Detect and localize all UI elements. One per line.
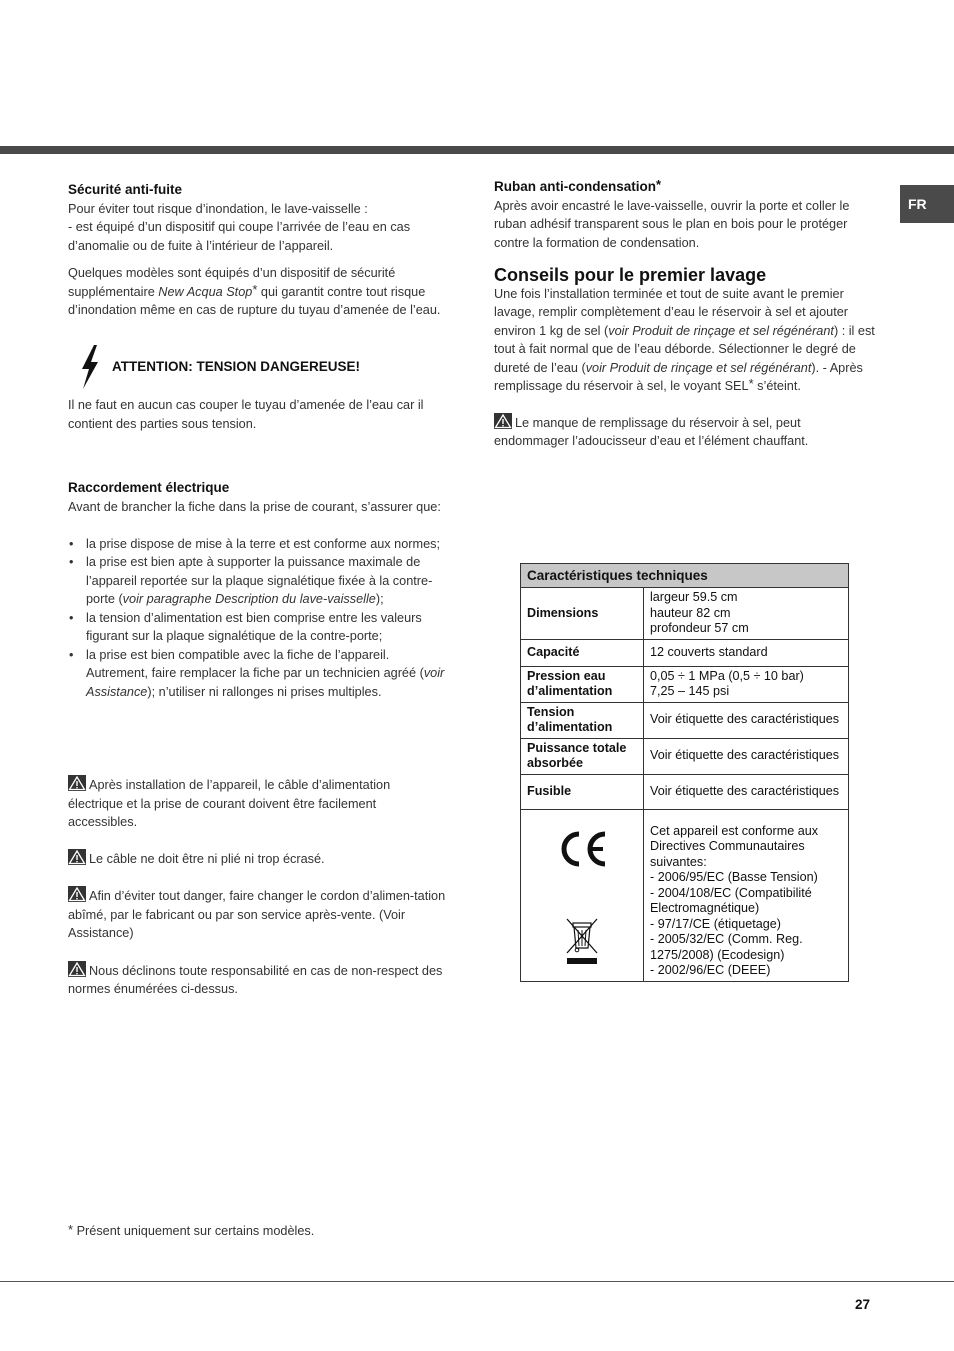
- right-column: [494, 178, 876, 451]
- requirements-list: [68, 535, 448, 702]
- conseils-heading: Conseils pour le premier lavage: [494, 265, 767, 285]
- spec-value: 0,05 ÷ 1 MPa (0,5 ÷ 10 bar) 7,25 – 145 psi: [644, 666, 849, 702]
- raccordement-section: [68, 479, 448, 701]
- attention-text-block: [68, 396, 448, 433]
- table-row: [521, 738, 849, 774]
- spec-logos: [521, 809, 644, 981]
- conformity-text: Cet appareil est conforme aux Directives Communautaires suivantes: - 2006/95/EC (Basse Tension) - 2004/108/EC (Compatibilité Electromagnétique) - 97/17/CE (étiquetage) - 2005/32/EC (Comm. Reg. 1275/2008) (Ecodesign) - 2002/96/EC (DEEE): [644, 809, 849, 981]
- warning-accessible: Après installation de l’appareil, le câble d’alimentation électrique et la prise de courant doivent être facilement accessibles.: [68, 775, 448, 832]
- table-row: [521, 809, 849, 981]
- ce-mark-icon: [555, 829, 609, 869]
- ruban-text: Après avoir encastré le lave-vaisselle, ouvrir la porte et coller le ruban adhésif transparent sous le plan en bois pour le protéger contre la formation de condensation.: [494, 198, 850, 250]
- page-number: 27: [855, 1297, 871, 1312]
- securite-line1: Pour éviter tout risque d’inondation, le lave-vaisselle :: [68, 201, 368, 216]
- spec-value: 12 couverts standard: [644, 639, 849, 666]
- warning-triangle-icon: [494, 413, 512, 429]
- spec-table-title: Caractéristiques techniques: [521, 564, 849, 588]
- spec-value: Voir étiquette des caractéristiques: [644, 738, 849, 774]
- footnote: * Présent uniquement sur certains modèles.: [68, 1222, 315, 1238]
- spec-key: Puissance totale absorbée: [521, 738, 644, 774]
- raccordement-heading: Raccordement électrique: [68, 480, 230, 495]
- lightning-bolt-icon: [78, 344, 102, 390]
- table-row: [521, 774, 849, 809]
- spec-key: Dimensions: [521, 588, 644, 640]
- spec-key: Capacité: [521, 639, 644, 666]
- spec-key: Pression eau d’alimentation: [521, 666, 644, 702]
- table-row: [521, 666, 849, 702]
- list-item: • la prise est bien apte à supporter la puissance maximale de l’appareil reportée sur la plaque signalétique fixée à la contre-porte (voir paragraphe Description du lave-vaisselle);: [68, 553, 448, 609]
- ruban-heading: Ruban anti-condensation*: [494, 177, 662, 194]
- warning-triangle-icon: [68, 775, 86, 791]
- spec-value: largeur 59.5 cm hauteur 82 cm profondeur 57 cm: [644, 588, 849, 640]
- securite-heading: Sécurité anti-fuite: [68, 182, 183, 197]
- warning-liability: Nous déclinons toute responsabilité en cas de non-respect des normes énumérées ci-dessus.: [68, 961, 448, 999]
- warning-cord: Afin d’éviter tout danger, faire changer le cordon d’alimen-tation abîmé, par le fabricant ou par son service après-vente. (Voir Assistance): [68, 886, 448, 943]
- attention-text: Il ne faut en aucun cas couper le tuyau d’amenée de l’eau car il contient des parties sous tension.: [68, 398, 424, 431]
- weee-crossed-bin-icon: [564, 915, 600, 965]
- spec-table: [520, 563, 849, 982]
- securite-line2: - est équipé d’un dispositif qui coupe l’arrivée de l’eau en cas d’anomalie ou de fuite à l’intérieur de l’appareil.: [68, 220, 411, 253]
- spec-key: Fusible: [521, 774, 644, 809]
- conseils-text: Une fois l’installation terminée et tout de suite avant le premier lavage, remplir complètement d’eau le réservoir à sel et ajouter environ 1 kg de sel (voir Produit de rinçage et sel régénérant) : il est tout à fait normal que de l’eau déborde. Sélectionner le degré de dureté de l’eau (voir Produit de rinçage et sel régénérant). - Après remplissage du réservoir à sel, le voyant SEL* s’éteint.: [494, 286, 875, 393]
- list-item: • la prise dispose de mise à la terre et est conforme aux normes;: [68, 535, 448, 554]
- warning-triangle-icon: [68, 961, 86, 977]
- language-tab: FR: [900, 185, 954, 223]
- warning-cable: Le câble ne doit être ni plié ni trop écrasé.: [68, 849, 448, 869]
- top-rule: [0, 146, 954, 154]
- warning-sel: Le manque de remplissage du réservoir à sel, peut endommager l’adoucisseur d’eau et l’élément chauffant.: [494, 413, 876, 451]
- table-row: [521, 702, 849, 738]
- spec-value: Voir étiquette des caractéristiques: [644, 702, 849, 738]
- left-column: [68, 181, 446, 320]
- list-item: • la prise est bien compatible avec la fiche de l’appareil. Autrement, faire remplacer la fiche par un technicien agréé (voir Assistance); n’utiliser ni rallonges ni prises multiples.: [68, 646, 448, 702]
- warning-triangle-icon: [68, 886, 86, 902]
- table-row: [521, 588, 849, 640]
- raccordement-intro: Avant de brancher la fiche dans la prise de courant, s’assurer que:: [68, 499, 441, 514]
- warning-triangle-icon: [68, 849, 86, 865]
- acquastop-paragraph: Quelques modèles sont équipés d’un dispositif de sécurité supplémentaire New Acqua Stop* qui garantit contre tout risque d’inondation même en cas de rupture du tuyau d’amenée de l’eau.: [68, 266, 441, 317]
- bottom-rule: [0, 1281, 954, 1282]
- list-item: • la tension d’alimentation est bien comprise entre les valeurs figurant sur la plaque signalétique de la contre-porte;: [68, 609, 448, 646]
- warnings-block: [68, 775, 448, 999]
- table-row: [521, 639, 849, 666]
- attention-heading: ATTENTION: TENSION DANGEREUSE!: [112, 359, 361, 374]
- spec-key: Tension d’alimentation: [521, 702, 644, 738]
- spec-value: Voir étiquette des caractéristiques: [644, 774, 849, 809]
